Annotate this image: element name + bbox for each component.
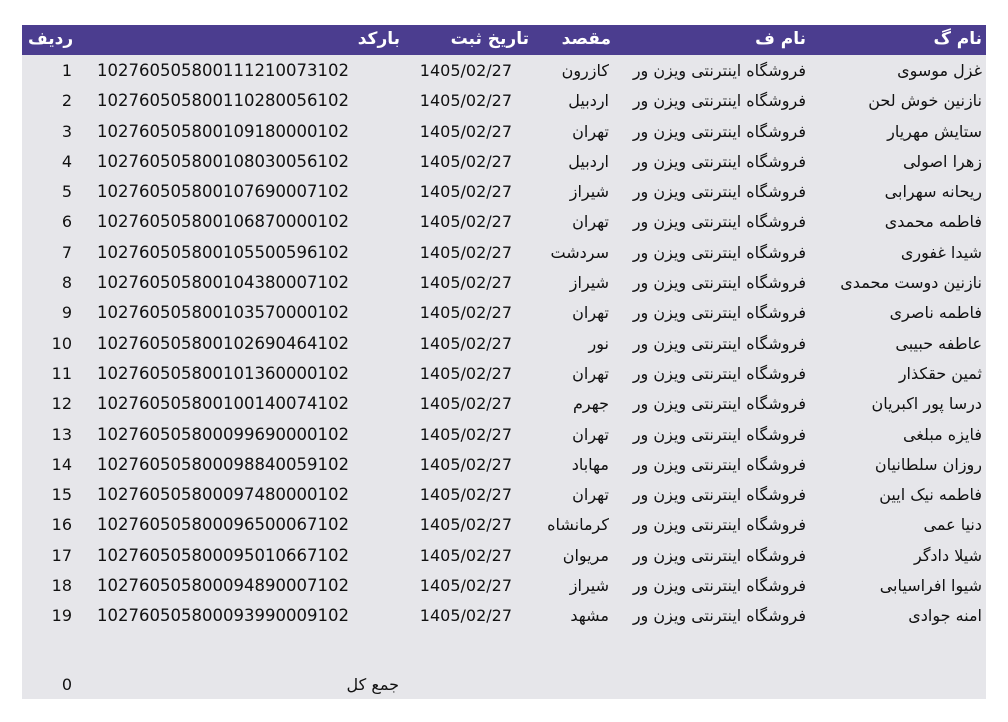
cell-date: 1405/02/27	[419, 303, 512, 323]
cell-store-name: فروشگاه اینترنتی ویزن ور	[632, 151, 806, 171]
table-row	[22, 449, 986, 479]
total-value: 0	[61, 675, 72, 694]
cell-date: 1405/02/27	[419, 151, 512, 171]
cell-recipient-name: امنه جوادی	[908, 606, 982, 626]
cell-destination: تهران	[572, 121, 609, 141]
cell-date: 1405/02/27	[419, 485, 512, 505]
cell-date: 1405/02/27	[419, 515, 512, 535]
cell-destination: تهران	[572, 303, 609, 323]
header-row-number: ردیف	[28, 29, 74, 49]
cell-barcode: 102760505800104380007102	[97, 273, 349, 293]
cell-destination: شیراز	[569, 273, 609, 293]
cell-recipient-name: عاطفه حبیبی	[895, 333, 982, 353]
cell-destination: اردبیل	[568, 91, 609, 111]
table-row	[22, 237, 986, 267]
cell-date: 1405/02/27	[419, 333, 512, 353]
cell-row-number: 5	[61, 182, 72, 202]
cell-date: 1405/02/27	[419, 363, 512, 383]
table-row	[22, 600, 986, 630]
table-row	[22, 176, 986, 206]
cell-row-number: 1	[61, 61, 72, 80]
cell-barcode: 102760505800109180000102	[97, 121, 349, 141]
table-total-row	[22, 670, 986, 699]
cell-destination: شیراز	[569, 182, 609, 202]
cell-date: 1405/02/27	[419, 273, 512, 293]
cell-row-number: 8	[61, 273, 72, 293]
cell-destination: شیراز	[569, 576, 609, 596]
cell-row-number: 18	[51, 576, 72, 596]
cell-date: 1405/02/27	[419, 182, 512, 202]
cell-store-name: فروشگاه اینترنتی ویزن ور	[632, 212, 806, 232]
cell-row-number: 13	[51, 424, 72, 444]
cell-destination: تهران	[572, 363, 609, 383]
cell-recipient-name: فایزه مبلغی	[902, 424, 982, 444]
cell-destination: اردبیل	[568, 151, 609, 171]
table-row	[22, 206, 986, 236]
cell-destination: تهران	[572, 485, 609, 505]
cell-destination: نور	[588, 333, 609, 353]
cell-row-number: 16	[51, 515, 72, 535]
shipment-table	[22, 25, 986, 699]
table-row	[22, 479, 986, 509]
cell-date: 1405/02/27	[419, 242, 512, 262]
cell-row-number: 15	[51, 485, 72, 505]
cell-store-name: فروشگاه اینترنتی ویزن ور	[632, 121, 806, 141]
cell-barcode: 102760505800094890007102	[97, 576, 349, 596]
cell-date: 1405/02/27	[419, 576, 512, 596]
table-row	[22, 55, 986, 85]
cell-recipient-name: ریحانه سهرابی	[884, 182, 982, 202]
table-row	[22, 388, 986, 418]
total-label: جمع کل	[346, 675, 399, 694]
cell-recipient-name: ستایش مهریار	[887, 121, 982, 141]
table-row	[22, 358, 986, 388]
cell-recipient-name: روزان سلطانیان	[874, 454, 982, 474]
table-row	[22, 297, 986, 327]
cell-store-name: فروشگاه اینترنتی ویزن ور	[632, 515, 806, 535]
cell-store-name: فروشگاه اینترنتی ویزن ور	[632, 576, 806, 596]
cell-barcode: 102760505800099690000102	[97, 424, 349, 444]
header-recipient-name: نام گ	[933, 29, 982, 49]
table-row	[22, 419, 986, 449]
cell-store-name: فروشگاه اینترنتی ویزن ور	[632, 454, 806, 474]
cell-recipient-name: درسا پور اکبریان	[871, 394, 982, 414]
cell-recipient-name: فاطمه محمدی	[884, 212, 982, 232]
cell-store-name: فروشگاه اینترنتی ویزن ور	[632, 394, 806, 414]
cell-date: 1405/02/27	[419, 91, 512, 111]
header-barcode: بارکد	[357, 29, 400, 49]
cell-barcode: 102760505800097480000102	[97, 485, 349, 505]
table-row	[22, 570, 986, 600]
cell-destination: جهرم	[573, 394, 609, 414]
cell-barcode: 102760505800095010667102	[97, 545, 349, 565]
table-row	[22, 85, 986, 115]
table-row	[22, 540, 986, 570]
cell-recipient-name: دنیا عمی	[923, 515, 982, 535]
cell-date: 1405/02/27	[419, 394, 512, 414]
cell-recipient-name: شیوا افراسیابی	[879, 576, 982, 596]
cell-destination: سردشت	[550, 242, 609, 262]
cell-row-number: 10	[51, 333, 72, 353]
cell-recipient-name: شیلا دادگر	[913, 545, 982, 565]
cell-recipient-name: زهرا اصولی	[902, 151, 982, 171]
cell-row-number: 12	[51, 394, 72, 414]
cell-barcode: 102760505800111210073102	[97, 61, 349, 80]
cell-date: 1405/02/27	[419, 61, 512, 80]
table-row	[22, 116, 986, 146]
cell-row-number: 9	[61, 303, 72, 323]
header-destination: مقصد	[561, 29, 611, 49]
cell-row-number: 3	[61, 121, 72, 141]
cell-date: 1405/02/27	[419, 424, 512, 444]
table-row	[22, 509, 986, 539]
cell-row-number: 7	[61, 242, 72, 262]
cell-row-number: 19	[51, 606, 72, 626]
cell-barcode: 102760505800101360000102	[97, 363, 349, 383]
cell-destination: مهاباد	[571, 454, 609, 474]
cell-store-name: فروشگاه اینترنتی ویزن ور	[632, 545, 806, 565]
cell-barcode: 102760505800106870000102	[97, 212, 349, 232]
cell-date: 1405/02/27	[419, 212, 512, 232]
cell-barcode: 102760505800110280056102	[97, 91, 349, 111]
table-row	[22, 328, 986, 358]
cell-date: 1405/02/27	[419, 454, 512, 474]
cell-store-name: فروشگاه اینترنتی ویزن ور	[632, 485, 806, 505]
table-row	[22, 267, 986, 297]
cell-barcode: 102760505800096500067102	[97, 515, 349, 535]
cell-destination: کرمانشاه	[547, 515, 609, 535]
cell-store-name: فروشگاه اینترنتی ویزن ور	[632, 363, 806, 383]
cell-store-name: فروشگاه اینترنتی ویزن ور	[632, 91, 806, 111]
cell-store-name: فروشگاه اینترنتی ویزن ور	[632, 61, 806, 80]
cell-recipient-name: نازنین خوش لحن	[868, 91, 982, 111]
cell-store-name: فروشگاه اینترنتی ویزن ور	[632, 333, 806, 353]
cell-barcode: 102760505800098840059102	[97, 454, 349, 474]
cell-destination: کازرون	[561, 61, 609, 80]
cell-barcode: 102760505800105500596102	[97, 242, 349, 262]
cell-store-name: فروشگاه اینترنتی ویزن ور	[632, 182, 806, 202]
cell-barcode: 102760505800102690464102	[97, 333, 349, 353]
cell-date: 1405/02/27	[419, 121, 512, 141]
cell-barcode: 102760505800103570000102	[97, 303, 349, 323]
cell-destination: تهران	[572, 212, 609, 232]
cell-store-name: فروشگاه اینترنتی ویزن ور	[632, 303, 806, 323]
cell-barcode: 102760505800093990009102	[97, 606, 349, 626]
header-store-name: نام ف	[755, 29, 806, 49]
header-date: تاریخ ثبت	[450, 29, 529, 49]
cell-barcode: 102760505800100140074102	[97, 394, 349, 414]
cell-destination: مشهد	[570, 606, 609, 626]
table-row	[22, 146, 986, 176]
cell-recipient-name: فاطمه نیک ایین	[879, 485, 982, 505]
cell-store-name: فروشگاه اینترنتی ویزن ور	[632, 242, 806, 262]
cell-date: 1405/02/27	[419, 606, 512, 626]
cell-store-name: فروشگاه اینترنتی ویزن ور	[632, 273, 806, 293]
table-header	[22, 25, 986, 55]
cell-barcode: 102760505800107690007102	[97, 182, 349, 202]
cell-row-number: 4	[61, 151, 72, 171]
cell-recipient-name: فاطمه ناصری	[889, 303, 982, 323]
cell-row-number: 6	[61, 212, 72, 232]
cell-recipient-name: نازنین دوست محمدی	[840, 273, 982, 293]
cell-recipient-name: غزل موسوی	[897, 61, 982, 80]
cell-destination: مریوان	[562, 545, 609, 565]
cell-recipient-name: ثمین حقکذار	[898, 363, 982, 383]
cell-recipient-name: شیدا غفوری	[900, 242, 982, 262]
cell-date: 1405/02/27	[419, 545, 512, 565]
cell-row-number: 2	[61, 91, 72, 111]
cell-store-name: فروشگاه اینترنتی ویزن ور	[632, 606, 806, 626]
cell-row-number: 14	[51, 454, 72, 474]
table-body	[22, 55, 986, 631]
cell-row-number: 11	[51, 363, 72, 383]
cell-store-name: فروشگاه اینترنتی ویزن ور	[632, 424, 806, 444]
cell-row-number: 17	[51, 545, 72, 565]
cell-barcode: 102760505800108030056102	[97, 151, 349, 171]
cell-destination: تهران	[572, 424, 609, 444]
